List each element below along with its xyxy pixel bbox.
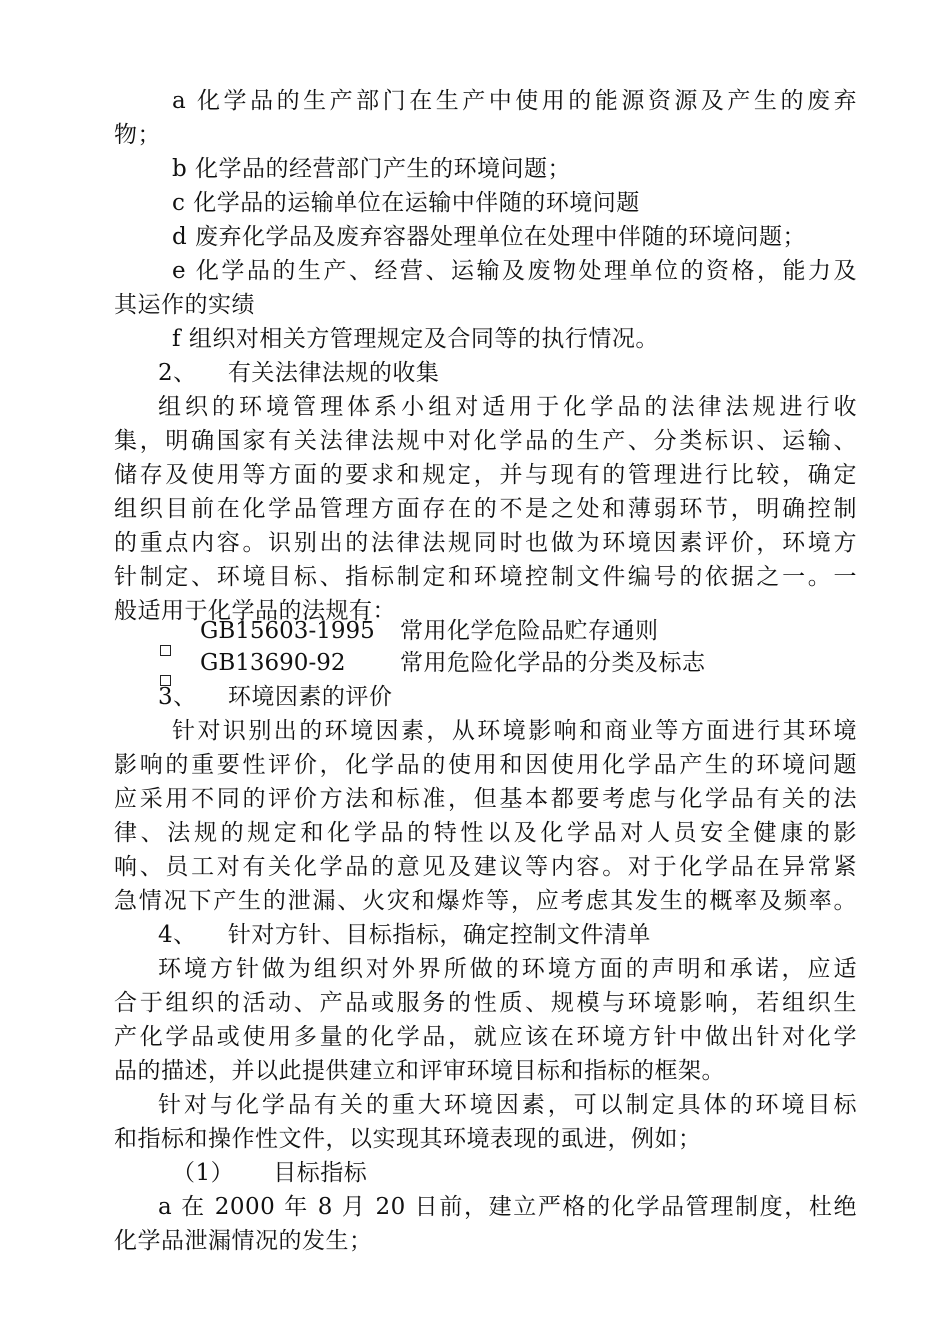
section-3-para-line: 影响的重要性评价，化学品的使用和因使用化学品产生的环境问题 bbox=[114, 752, 857, 778]
section-2-para-line: 组织的环境管理体系小组对适用于化学品的法律法规进行收 bbox=[158, 394, 857, 420]
section-2-para-line: 般适用于化学品的法规有： bbox=[114, 598, 396, 624]
target-item-a-line1: a 在 2000 年 8 月 20 日前，建立严格的化学品管理制度，杜绝 bbox=[158, 1194, 857, 1220]
sub-heading-targets: （1） 目标指标 bbox=[172, 1160, 368, 1186]
target-item-a-line2: 化学品泄漏情况的发生； bbox=[114, 1228, 373, 1254]
standard-title: 常用危险化学品的分类及标志 bbox=[400, 650, 706, 676]
standard-code: GB15603-1995 bbox=[200, 618, 375, 644]
section-3-para-line: 应采用不同的评价方法和标准，但基本都要考虑与化学品有关的法 bbox=[114, 786, 857, 812]
list-item-d: d 废弃化学品及废弃容器处理单位在处理中伴随的环境问题； bbox=[172, 224, 807, 250]
section-3-para-line: 律、法规的规定和化学品的特性以及化学品对人员安全健康的影 bbox=[114, 820, 857, 846]
section-3-para-line: 急情况下产生的泄漏、火灾和爆炸等，应考虑其发生的概率及频率。 bbox=[114, 888, 857, 914]
section-4-para-line: 品的描述，并以此提供建立和评审环境目标和指标的框架。 bbox=[114, 1058, 725, 1084]
section-4-para-line: 和指标和操作性文件，以实现其环境表现的虱进，例如； bbox=[114, 1126, 702, 1152]
section-4-para-line: 合于组织的活动、产品或服务的性质、规模与环境影响，若组织生 bbox=[114, 990, 857, 1016]
section-3-heading: 3、 环境因素的评价 bbox=[158, 684, 393, 710]
section-4-para-line: 产化学品或使用多量的化学品，就应该在环境方针中做出针对化学 bbox=[114, 1024, 857, 1050]
section-2-para-line: 的重点内容。识别出的法律法规同时也做为环境因素评价，环境方 bbox=[114, 530, 857, 556]
list-item-e-line1: e 化学品的生产、经营、运输及废物处理单位的资格，能力及 bbox=[172, 258, 857, 284]
standard-code: GB13690-92 bbox=[200, 650, 346, 676]
standard-title: 常用化学危险品贮存通则 bbox=[400, 618, 659, 644]
section-2-para-line: 针制定、环境目标、指标制定和环境控制文件编号的依据之一。一 bbox=[114, 564, 857, 590]
section-2-heading: 2、 有关法律法规的收集 bbox=[158, 360, 440, 386]
section-3-para-line: 响、员工对有关化学品的意见及建议等内容。对于化学品在异常紧 bbox=[114, 854, 857, 880]
list-item-a-line2: 物； bbox=[114, 122, 161, 148]
bullet-square-icon bbox=[160, 645, 171, 656]
list-item-b: b 化学品的经营部门产生的环境问题； bbox=[172, 156, 572, 182]
list-item-c: c 化学品的运输单位在运输中伴随的环境问题 bbox=[172, 190, 640, 216]
section-4-para-line: 针对与化学品有关的重大环境因素，可以制定具体的环境目标 bbox=[158, 1092, 857, 1118]
section-2-para-line: 集，明确国家有关法律法规中对化学品的生产、分类标识、运输、 bbox=[114, 428, 857, 454]
list-item-e-line2: 其运作的实绩 bbox=[114, 292, 255, 318]
section-3-para-line: 针对识别出的环境因素，从环境影响和商业等方面进行其环境 bbox=[172, 718, 857, 744]
section-2-para-line: 储存及使用等方面的要求和规定，并与现有的管理进行比较，确定 bbox=[114, 462, 857, 488]
list-item-f: f 组织对相关方管理规定及合同等的执行情况。 bbox=[172, 326, 659, 352]
list-item-a-line1: a 化学品的生产部门在生产中使用的能源资源及产生的废弃 bbox=[172, 88, 857, 114]
section-2-para-line: 组织目前在化学品管理方面存在的不是之处和薄弱环节，明确控制 bbox=[114, 496, 857, 522]
section-4-para-line: 环境方针做为组织对外界所做的环境方面的声明和承诺，应适 bbox=[158, 956, 857, 982]
section-4-heading: 4、 针对方针、目标指标，确定控制文件清单 bbox=[158, 922, 651, 948]
